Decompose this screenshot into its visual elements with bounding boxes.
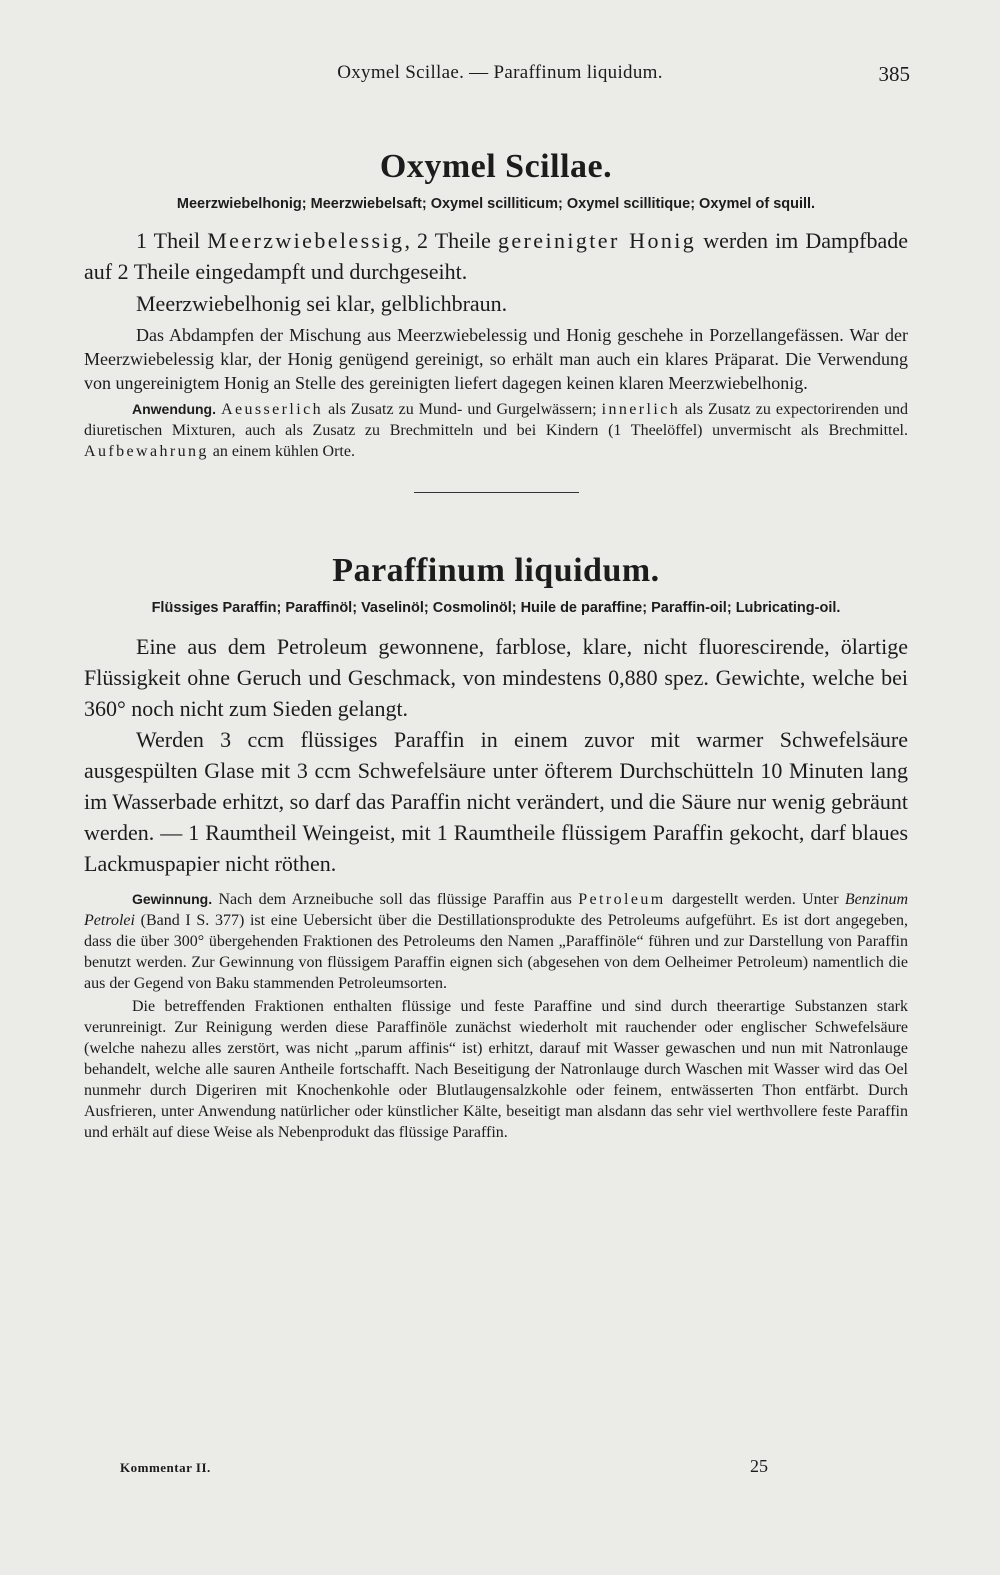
oxymel-commentary-paragraph: Das Abdampfen der Mischung aus Meerzwiebelessig und Honig geschehe in Porzellangefässen. War der Meerzwiebelessig klar, der Honig genügend gereinigt, so erhält man auch ein klares Präparat. Die Verwendung von ungereinigtem Honig an Stelle des gereinigten liefert dagegen keinen klaren Meerzwiebelhonig. bbox=[84, 325, 908, 393]
spaced-term: innerlich bbox=[601, 401, 681, 418]
spaced-term: Meerzwiebelessig bbox=[207, 228, 405, 253]
production-heading: Gewinnung. bbox=[132, 891, 213, 907]
signature-mark: 25 bbox=[750, 1456, 768, 1476]
section-divider bbox=[414, 492, 579, 493]
section-title-paraffinum: Paraffinum liquidum. bbox=[332, 552, 660, 589]
italic-reference: Benzinum Petrolei bbox=[84, 891, 908, 929]
oxymel-description-paragraph: Meerzwiebelhonig sei klar, gelblichbraun. bbox=[136, 291, 508, 316]
page-body bbox=[84, 145, 908, 1143]
spaced-term: Aufbewahrung bbox=[84, 443, 209, 460]
page-footer bbox=[120, 1456, 820, 1484]
text-span: als Zusatz zu Mund- und Gurgelwässern; bbox=[323, 401, 602, 418]
text-span: dargestellt werden. Unter bbox=[665, 891, 845, 908]
spaced-term: Petroleum bbox=[578, 891, 666, 908]
text-span: werden im Dampfbade auf 2 Theile eingedampft und durchgeseiht. bbox=[84, 228, 908, 284]
paraffin-production-paragraph bbox=[84, 889, 908, 994]
text-span: 1 Theil bbox=[136, 228, 208, 253]
spaced-term: gereinigter Honig bbox=[497, 228, 697, 253]
usage-heading: Anwendung. bbox=[132, 401, 216, 417]
oxymel-preparation-paragraph bbox=[84, 225, 908, 287]
page-header bbox=[0, 62, 1000, 92]
text-span: , 2 Theile bbox=[404, 228, 498, 253]
paraffin-definition-paragraph: Eine aus dem Petroleum gewonnene, farblose, klare, nicht fluorescirende, ölartige Flüssigkeit ohne Geruch und Geschmack, von mindestens 0,880 spez. Gewichte, welche bei 360° noch nicht zum Sieden gelangt. bbox=[84, 634, 908, 721]
text-span: (Band I S. 377) ist eine Uebersicht über die Destillationsprodukte des Petroleums aufgeführt. Es ist dort angegeben, dass die über 300° übergehenden Fraktionen des Petroleums den Namen „Paraffinöle“ führen und zur Darstellung von Paraffin benutzt werden. Zur Gewinnung von flüssigem Paraffin eignen sich (abgesehen von dem Oelheimer Petroleum) namentlich die aus der Gegend von Baku stammenden Petroleumsorten. bbox=[84, 912, 908, 992]
spaced-term: Aeusserlich bbox=[221, 401, 323, 418]
synonyms-paraffinum: Flüssiges Paraffin; Paraffinöl; Vaselinöl; Cosmolinöl; Huile de paraffine; Paraffin-oil; Lubricating-oil. bbox=[151, 600, 841, 616]
page-number: 385 bbox=[878, 62, 910, 86]
text-span: Nach dem Arzneibuche soll das flüssige Paraffin aus bbox=[212, 891, 579, 908]
running-title: Oxymel Scillae. — Paraffinum liquidum. bbox=[337, 62, 663, 83]
text-span: an einem kühlen Orte. bbox=[208, 443, 355, 460]
footer-volume-label: Kommentar II. bbox=[120, 1460, 211, 1475]
text-span: als Zusatz zu expectorirenden und diuretischen Mixturen, auch als Zusatz zu Brechmitteln und bei Kindern (1 Theelöffel) unvermischt als Brechmittel. bbox=[84, 401, 908, 439]
oxymel-usage-paragraph bbox=[84, 399, 908, 462]
paraffin-test-paragraph: Werden 3 ccm flüssiges Paraffin in einem zuvor mit warmer Schwefelsäure ausgespülten Glase mit 3 ccm Schwefelsäure unter öfterem Durchschütteln 10 Minuten lang im Wasserbade erhitzt, so darf das Paraffin nicht verändert, und die Säure nur wenig gebräunt werden. — 1 Raumtheil Weingeist, mit 1 Raumtheile flüssigem Paraffin gekocht, darf blaues Lackmuspapier nicht röthen. bbox=[84, 727, 908, 876]
synonyms-oxymel: Meerzwiebelhonig; Meerzwiebelsaft; Oxymel scilliticum; Oxymel scillitique; Oxymel of squill. bbox=[176, 196, 816, 212]
section-title-oxymel: Oxymel Scillae. bbox=[379, 148, 613, 185]
paraffin-purification-paragraph: Die betreffenden Fraktionen enthalten flüssige und feste Paraffine und sind durch theerartige Substanzen stark verunreinigt. Zur Reinigung werden diese Paraffinöle zunächst wiederholt mit rauchender oder englischer Schwefelsäure (welche nahezu alles zerstört, was nicht „parum affinis“ ist) erhitzt, darauf mit Wasser gewaschen und nun mit Natronlauge behandelt, welche alle sauren Antheile fortschafft. Nach Beseitigung der Natronlauge durch Waschen mit Wasser wird das Oel nunmehr durch Digeriren mit Knochenkohle oder Blutlaugensalzkohle oder feinem, entwässerten Thon entfärbt. Durch Ausfrieren, unter Anwendung natürlicher oder künstlicher Kälte, beseitigt man alsdann das sehr viel werthvollere feste Paraffin und erhält auf diese Weise als Nebenprodukt das flüssige Paraffin. bbox=[84, 998, 908, 1141]
